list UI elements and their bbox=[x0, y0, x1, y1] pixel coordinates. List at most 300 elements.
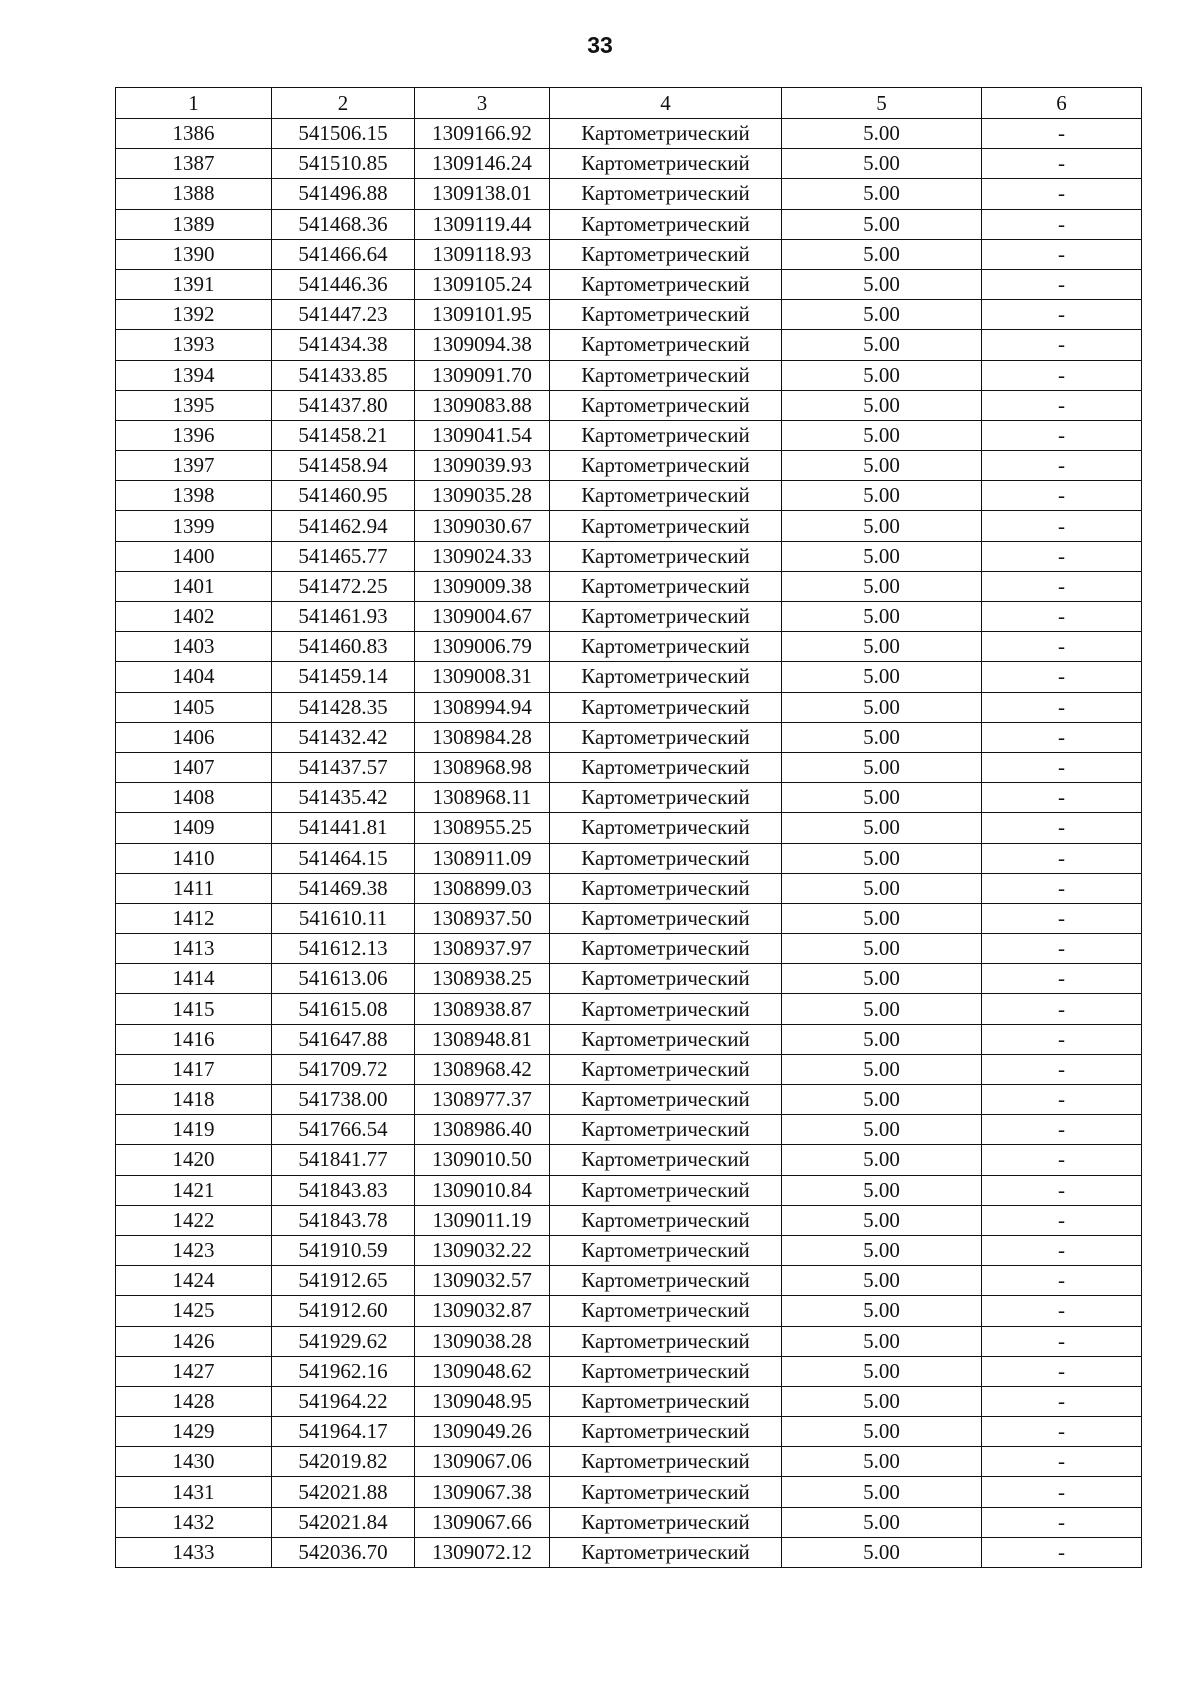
y-coordinate-cell: 1308955.25 bbox=[415, 813, 550, 843]
point-number-cell: 1396 bbox=[116, 420, 272, 450]
method-cell: Картометрический bbox=[550, 360, 782, 390]
y-coordinate-cell: 1308968.98 bbox=[415, 752, 550, 782]
x-coordinate-cell: 541843.78 bbox=[272, 1205, 415, 1235]
x-coordinate-cell: 541459.14 bbox=[272, 662, 415, 692]
accuracy-cell: 5.00 bbox=[782, 481, 982, 511]
accuracy-cell: 5.00 bbox=[782, 692, 982, 722]
accuracy-cell: 5.00 bbox=[782, 239, 982, 269]
y-coordinate-cell: 1308986.40 bbox=[415, 1115, 550, 1145]
accuracy-cell: 5.00 bbox=[782, 209, 982, 239]
note-cell: - bbox=[982, 209, 1142, 239]
note-cell: - bbox=[982, 239, 1142, 269]
x-coordinate-cell: 541615.08 bbox=[272, 994, 415, 1024]
point-number-cell: 1386 bbox=[116, 119, 272, 149]
point-number-cell: 1412 bbox=[116, 903, 272, 933]
table-row bbox=[116, 1417, 1142, 1447]
table-row bbox=[116, 239, 1142, 269]
x-coordinate-cell: 541446.36 bbox=[272, 269, 415, 299]
accuracy-cell: 5.00 bbox=[782, 1085, 982, 1115]
column-header: 6 bbox=[982, 88, 1142, 119]
accuracy-cell: 5.00 bbox=[782, 1296, 982, 1326]
column-header: 2 bbox=[272, 88, 415, 119]
accuracy-cell: 5.00 bbox=[782, 1175, 982, 1205]
x-coordinate-cell: 541435.42 bbox=[272, 783, 415, 813]
accuracy-cell: 5.00 bbox=[782, 269, 982, 299]
note-cell: - bbox=[982, 813, 1142, 843]
table-row bbox=[116, 390, 1142, 420]
accuracy-cell: 5.00 bbox=[782, 300, 982, 330]
note-cell: - bbox=[982, 934, 1142, 964]
note-cell: - bbox=[982, 602, 1142, 632]
note-cell: - bbox=[982, 330, 1142, 360]
point-number-cell: 1395 bbox=[116, 390, 272, 420]
point-number-cell: 1418 bbox=[116, 1085, 272, 1115]
table-row bbox=[116, 209, 1142, 239]
table-row bbox=[116, 1115, 1142, 1145]
note-cell: - bbox=[982, 1205, 1142, 1235]
column-header: 3 bbox=[415, 88, 550, 119]
accuracy-cell: 5.00 bbox=[782, 722, 982, 752]
y-coordinate-cell: 1309094.38 bbox=[415, 330, 550, 360]
y-coordinate-cell: 1309091.70 bbox=[415, 360, 550, 390]
point-number-cell: 1413 bbox=[116, 934, 272, 964]
method-cell: Картометрический bbox=[550, 873, 782, 903]
point-number-cell: 1397 bbox=[116, 451, 272, 481]
table-row bbox=[116, 1054, 1142, 1084]
y-coordinate-cell: 1308994.94 bbox=[415, 692, 550, 722]
method-cell: Картометрический bbox=[550, 269, 782, 299]
point-number-cell: 1429 bbox=[116, 1417, 272, 1447]
method-cell: Картометрический bbox=[550, 964, 782, 994]
note-cell: - bbox=[982, 179, 1142, 209]
y-coordinate-cell: 1309010.84 bbox=[415, 1175, 550, 1205]
x-coordinate-cell: 541510.85 bbox=[272, 149, 415, 179]
accuracy-cell: 5.00 bbox=[782, 1326, 982, 1356]
x-coordinate-cell: 541496.88 bbox=[272, 179, 415, 209]
x-coordinate-cell: 542021.88 bbox=[272, 1477, 415, 1507]
accuracy-cell: 5.00 bbox=[782, 1386, 982, 1416]
method-cell: Картометрический bbox=[550, 722, 782, 752]
point-number-cell: 1424 bbox=[116, 1266, 272, 1296]
x-coordinate-cell: 541506.15 bbox=[272, 119, 415, 149]
point-number-cell: 1401 bbox=[116, 571, 272, 601]
x-coordinate-cell: 542036.70 bbox=[272, 1537, 415, 1567]
point-number-cell: 1432 bbox=[116, 1507, 272, 1537]
y-coordinate-cell: 1309067.66 bbox=[415, 1507, 550, 1537]
note-cell: - bbox=[982, 964, 1142, 994]
method-cell: Картометрический bbox=[550, 119, 782, 149]
column-header: 4 bbox=[550, 88, 782, 119]
point-number-cell: 1408 bbox=[116, 783, 272, 813]
method-cell: Картометрический bbox=[550, 300, 782, 330]
x-coordinate-cell: 541841.77 bbox=[272, 1145, 415, 1175]
method-cell: Картометрический bbox=[550, 602, 782, 632]
y-coordinate-cell: 1309067.38 bbox=[415, 1477, 550, 1507]
table-row bbox=[116, 662, 1142, 692]
x-coordinate-cell: 541766.54 bbox=[272, 1115, 415, 1145]
method-cell: Картометрический bbox=[550, 1235, 782, 1265]
table-row bbox=[116, 873, 1142, 903]
note-cell: - bbox=[982, 541, 1142, 571]
y-coordinate-cell: 1309035.28 bbox=[415, 481, 550, 511]
table-row bbox=[116, 451, 1142, 481]
y-coordinate-cell: 1309039.93 bbox=[415, 451, 550, 481]
note-cell: - bbox=[982, 481, 1142, 511]
table-row bbox=[116, 964, 1142, 994]
x-coordinate-cell: 541433.85 bbox=[272, 360, 415, 390]
coordinates-table bbox=[115, 87, 1142, 1568]
accuracy-cell: 5.00 bbox=[782, 964, 982, 994]
x-coordinate-cell: 541709.72 bbox=[272, 1054, 415, 1084]
table-row bbox=[116, 1386, 1142, 1416]
y-coordinate-cell: 1309067.06 bbox=[415, 1447, 550, 1477]
accuracy-cell: 5.00 bbox=[782, 873, 982, 903]
point-number-cell: 1387 bbox=[116, 149, 272, 179]
accuracy-cell: 5.00 bbox=[782, 541, 982, 571]
table-row bbox=[116, 783, 1142, 813]
note-cell: - bbox=[982, 1386, 1142, 1416]
point-number-cell: 1399 bbox=[116, 511, 272, 541]
accuracy-cell: 5.00 bbox=[782, 1115, 982, 1145]
accuracy-cell: 5.00 bbox=[782, 420, 982, 450]
point-number-cell: 1430 bbox=[116, 1447, 272, 1477]
point-number-cell: 1404 bbox=[116, 662, 272, 692]
x-coordinate-cell: 541466.64 bbox=[272, 239, 415, 269]
accuracy-cell: 5.00 bbox=[782, 813, 982, 843]
note-cell: - bbox=[982, 1417, 1142, 1447]
point-number-cell: 1415 bbox=[116, 994, 272, 1024]
method-cell: Картометрический bbox=[550, 481, 782, 511]
accuracy-cell: 5.00 bbox=[782, 360, 982, 390]
method-cell: Картометрический bbox=[550, 390, 782, 420]
point-number-cell: 1390 bbox=[116, 239, 272, 269]
accuracy-cell: 5.00 bbox=[782, 843, 982, 873]
x-coordinate-cell: 541472.25 bbox=[272, 571, 415, 601]
note-cell: - bbox=[982, 420, 1142, 450]
method-cell: Картометрический bbox=[550, 1024, 782, 1054]
table-row bbox=[116, 149, 1142, 179]
accuracy-cell: 5.00 bbox=[782, 1477, 982, 1507]
point-number-cell: 1403 bbox=[116, 632, 272, 662]
method-cell: Картометрический bbox=[550, 1477, 782, 1507]
note-cell: - bbox=[982, 752, 1142, 782]
method-cell: Картометрический bbox=[550, 903, 782, 933]
method-cell: Картометрический bbox=[550, 541, 782, 571]
accuracy-cell: 5.00 bbox=[782, 390, 982, 420]
point-number-cell: 1389 bbox=[116, 209, 272, 239]
note-cell: - bbox=[982, 1145, 1142, 1175]
y-coordinate-cell: 1309011.19 bbox=[415, 1205, 550, 1235]
point-number-cell: 1423 bbox=[116, 1235, 272, 1265]
note-cell: - bbox=[982, 1175, 1142, 1205]
point-number-cell: 1402 bbox=[116, 602, 272, 632]
point-number-cell: 1416 bbox=[116, 1024, 272, 1054]
x-coordinate-cell: 541468.36 bbox=[272, 209, 415, 239]
point-number-cell: 1417 bbox=[116, 1054, 272, 1084]
method-cell: Картометрический bbox=[550, 451, 782, 481]
note-cell: - bbox=[982, 1356, 1142, 1386]
x-coordinate-cell: 541437.80 bbox=[272, 390, 415, 420]
x-coordinate-cell: 542019.82 bbox=[272, 1447, 415, 1477]
point-number-cell: 1406 bbox=[116, 722, 272, 752]
accuracy-cell: 5.00 bbox=[782, 662, 982, 692]
note-cell: - bbox=[982, 994, 1142, 1024]
point-number-cell: 1414 bbox=[116, 964, 272, 994]
method-cell: Картометрический bbox=[550, 934, 782, 964]
x-coordinate-cell: 541437.57 bbox=[272, 752, 415, 782]
note-cell: - bbox=[982, 269, 1142, 299]
table-row bbox=[116, 994, 1142, 1024]
table-row bbox=[116, 722, 1142, 752]
note-cell: - bbox=[982, 1296, 1142, 1326]
table-row bbox=[116, 541, 1142, 571]
point-number-cell: 1433 bbox=[116, 1537, 272, 1567]
method-cell: Картометрический bbox=[550, 692, 782, 722]
table-row bbox=[116, 300, 1142, 330]
table-row bbox=[116, 1085, 1142, 1115]
accuracy-cell: 5.00 bbox=[782, 330, 982, 360]
y-coordinate-cell: 1308911.09 bbox=[415, 843, 550, 873]
method-cell: Картометрический bbox=[550, 813, 782, 843]
point-number-cell: 1431 bbox=[116, 1477, 272, 1507]
method-cell: Картометрический bbox=[550, 1115, 782, 1145]
column-header: 5 bbox=[782, 88, 982, 119]
x-coordinate-cell: 541962.16 bbox=[272, 1356, 415, 1386]
table-header bbox=[116, 88, 1142, 119]
method-cell: Картометрический bbox=[550, 843, 782, 873]
accuracy-cell: 5.00 bbox=[782, 783, 982, 813]
table-row bbox=[116, 813, 1142, 843]
y-coordinate-cell: 1308948.81 bbox=[415, 1024, 550, 1054]
x-coordinate-cell: 541612.13 bbox=[272, 934, 415, 964]
x-coordinate-cell: 541738.00 bbox=[272, 1085, 415, 1115]
y-coordinate-cell: 1309032.22 bbox=[415, 1235, 550, 1265]
y-coordinate-cell: 1309048.95 bbox=[415, 1386, 550, 1416]
point-number-cell: 1421 bbox=[116, 1175, 272, 1205]
table-row bbox=[116, 360, 1142, 390]
x-coordinate-cell: 541441.81 bbox=[272, 813, 415, 843]
method-cell: Картометрический bbox=[550, 179, 782, 209]
y-coordinate-cell: 1309041.54 bbox=[415, 420, 550, 450]
point-number-cell: 1393 bbox=[116, 330, 272, 360]
accuracy-cell: 5.00 bbox=[782, 934, 982, 964]
y-coordinate-cell: 1308899.03 bbox=[415, 873, 550, 903]
table-row bbox=[116, 571, 1142, 601]
note-cell: - bbox=[982, 1115, 1142, 1145]
accuracy-cell: 5.00 bbox=[782, 1507, 982, 1537]
y-coordinate-cell: 1308938.25 bbox=[415, 964, 550, 994]
note-cell: - bbox=[982, 360, 1142, 390]
x-coordinate-cell: 541964.17 bbox=[272, 1417, 415, 1447]
table-row bbox=[116, 692, 1142, 722]
point-number-cell: 1398 bbox=[116, 481, 272, 511]
table-row bbox=[116, 1507, 1142, 1537]
x-coordinate-cell: 541465.77 bbox=[272, 541, 415, 571]
accuracy-cell: 5.00 bbox=[782, 1054, 982, 1084]
accuracy-cell: 5.00 bbox=[782, 511, 982, 541]
x-coordinate-cell: 541432.42 bbox=[272, 722, 415, 752]
note-cell: - bbox=[982, 390, 1142, 420]
y-coordinate-cell: 1309032.87 bbox=[415, 1296, 550, 1326]
table-row bbox=[116, 1326, 1142, 1356]
column-header: 1 bbox=[116, 88, 272, 119]
table-body bbox=[116, 119, 1142, 1568]
x-coordinate-cell: 541964.22 bbox=[272, 1386, 415, 1416]
note-cell: - bbox=[982, 632, 1142, 662]
note-cell: - bbox=[982, 119, 1142, 149]
point-number-cell: 1394 bbox=[116, 360, 272, 390]
table-row bbox=[116, 1447, 1142, 1477]
y-coordinate-cell: 1309048.62 bbox=[415, 1356, 550, 1386]
method-cell: Картометрический bbox=[550, 571, 782, 601]
page-number: 33 bbox=[587, 32, 613, 58]
x-coordinate-cell: 541458.21 bbox=[272, 420, 415, 450]
table-row bbox=[116, 1537, 1142, 1567]
note-cell: - bbox=[982, 903, 1142, 933]
point-number-cell: 1405 bbox=[116, 692, 272, 722]
x-coordinate-cell: 541910.59 bbox=[272, 1235, 415, 1265]
y-coordinate-cell: 1309118.93 bbox=[415, 239, 550, 269]
note-cell: - bbox=[982, 149, 1142, 179]
point-number-cell: 1388 bbox=[116, 179, 272, 209]
accuracy-cell: 5.00 bbox=[782, 1205, 982, 1235]
method-cell: Картометрический bbox=[550, 1507, 782, 1537]
note-cell: - bbox=[982, 1085, 1142, 1115]
method-cell: Картометрический bbox=[550, 1356, 782, 1386]
table-row bbox=[116, 1296, 1142, 1326]
point-number-cell: 1391 bbox=[116, 269, 272, 299]
method-cell: Картометрический bbox=[550, 994, 782, 1024]
x-coordinate-cell: 541460.95 bbox=[272, 481, 415, 511]
y-coordinate-cell: 1309101.95 bbox=[415, 300, 550, 330]
x-coordinate-cell: 541434.38 bbox=[272, 330, 415, 360]
method-cell: Картометрический bbox=[550, 1326, 782, 1356]
x-coordinate-cell: 541469.38 bbox=[272, 873, 415, 903]
note-cell: - bbox=[982, 1326, 1142, 1356]
x-coordinate-cell: 541912.65 bbox=[272, 1266, 415, 1296]
table-row bbox=[116, 752, 1142, 782]
y-coordinate-cell: 1309004.67 bbox=[415, 602, 550, 632]
accuracy-cell: 5.00 bbox=[782, 1356, 982, 1386]
method-cell: Картометрический bbox=[550, 1085, 782, 1115]
accuracy-cell: 5.00 bbox=[782, 994, 982, 1024]
method-cell: Картометрический bbox=[550, 1417, 782, 1447]
table-row bbox=[116, 1175, 1142, 1205]
table-row bbox=[116, 1024, 1142, 1054]
y-coordinate-cell: 1309083.88 bbox=[415, 390, 550, 420]
note-cell: - bbox=[982, 571, 1142, 601]
table-row bbox=[116, 1145, 1142, 1175]
method-cell: Картометрический bbox=[550, 420, 782, 450]
accuracy-cell: 5.00 bbox=[782, 1447, 982, 1477]
accuracy-cell: 5.00 bbox=[782, 1024, 982, 1054]
point-number-cell: 1425 bbox=[116, 1296, 272, 1326]
accuracy-cell: 5.00 bbox=[782, 149, 982, 179]
method-cell: Картометрический bbox=[550, 1266, 782, 1296]
method-cell: Картометрический bbox=[550, 1537, 782, 1567]
note-cell: - bbox=[982, 843, 1142, 873]
note-cell: - bbox=[982, 1507, 1142, 1537]
method-cell: Картометрический bbox=[550, 1175, 782, 1205]
y-coordinate-cell: 1308977.37 bbox=[415, 1085, 550, 1115]
y-coordinate-cell: 1309032.57 bbox=[415, 1266, 550, 1296]
x-coordinate-cell: 541464.15 bbox=[272, 843, 415, 873]
method-cell: Картометрический bbox=[550, 1447, 782, 1477]
x-coordinate-cell: 541462.94 bbox=[272, 511, 415, 541]
y-coordinate-cell: 1308968.42 bbox=[415, 1054, 550, 1084]
method-cell: Картометрический bbox=[550, 783, 782, 813]
accuracy-cell: 5.00 bbox=[782, 1537, 982, 1567]
x-coordinate-cell: 541843.83 bbox=[272, 1175, 415, 1205]
point-number-cell: 1428 bbox=[116, 1386, 272, 1416]
x-coordinate-cell: 541461.93 bbox=[272, 602, 415, 632]
y-coordinate-cell: 1308968.11 bbox=[415, 783, 550, 813]
point-number-cell: 1409 bbox=[116, 813, 272, 843]
method-cell: Картометрический bbox=[550, 1054, 782, 1084]
method-cell: Картометрический bbox=[550, 662, 782, 692]
y-coordinate-cell: 1309009.38 bbox=[415, 571, 550, 601]
note-cell: - bbox=[982, 1235, 1142, 1265]
y-coordinate-cell: 1308937.97 bbox=[415, 934, 550, 964]
accuracy-cell: 5.00 bbox=[782, 179, 982, 209]
y-coordinate-cell: 1309119.44 bbox=[415, 209, 550, 239]
y-coordinate-cell: 1309105.24 bbox=[415, 269, 550, 299]
table-row bbox=[116, 481, 1142, 511]
point-number-cell: 1400 bbox=[116, 541, 272, 571]
method-cell: Картометрический bbox=[550, 149, 782, 179]
x-coordinate-cell: 541912.60 bbox=[272, 1296, 415, 1326]
table-row bbox=[116, 179, 1142, 209]
table-row bbox=[116, 1477, 1142, 1507]
y-coordinate-cell: 1309138.01 bbox=[415, 179, 550, 209]
note-cell: - bbox=[982, 511, 1142, 541]
y-coordinate-cell: 1309006.79 bbox=[415, 632, 550, 662]
method-cell: Картометрический bbox=[550, 1386, 782, 1416]
point-number-cell: 1422 bbox=[116, 1205, 272, 1235]
point-number-cell: 1426 bbox=[116, 1326, 272, 1356]
table-row bbox=[116, 420, 1142, 450]
accuracy-cell: 5.00 bbox=[782, 119, 982, 149]
note-cell: - bbox=[982, 451, 1142, 481]
note-cell: - bbox=[982, 1447, 1142, 1477]
y-coordinate-cell: 1309024.33 bbox=[415, 541, 550, 571]
y-coordinate-cell: 1309010.50 bbox=[415, 1145, 550, 1175]
accuracy-cell: 5.00 bbox=[782, 451, 982, 481]
accuracy-cell: 5.00 bbox=[782, 1266, 982, 1296]
x-coordinate-cell: 541428.35 bbox=[272, 692, 415, 722]
point-number-cell: 1411 bbox=[116, 873, 272, 903]
y-coordinate-cell: 1309072.12 bbox=[415, 1537, 550, 1567]
accuracy-cell: 5.00 bbox=[782, 1235, 982, 1265]
accuracy-cell: 5.00 bbox=[782, 903, 982, 933]
method-cell: Картометрический bbox=[550, 752, 782, 782]
y-coordinate-cell: 1309146.24 bbox=[415, 149, 550, 179]
y-coordinate-cell: 1309008.31 bbox=[415, 662, 550, 692]
point-number-cell: 1420 bbox=[116, 1145, 272, 1175]
note-cell: - bbox=[982, 1537, 1142, 1567]
table-row bbox=[116, 330, 1142, 360]
accuracy-cell: 5.00 bbox=[782, 1417, 982, 1447]
method-cell: Картометрический bbox=[550, 1205, 782, 1235]
x-coordinate-cell: 541458.94 bbox=[272, 451, 415, 481]
table-row bbox=[116, 119, 1142, 149]
note-cell: - bbox=[982, 1477, 1142, 1507]
note-cell: - bbox=[982, 662, 1142, 692]
accuracy-cell: 5.00 bbox=[782, 1145, 982, 1175]
note-cell: - bbox=[982, 1054, 1142, 1084]
table-row bbox=[116, 602, 1142, 632]
y-coordinate-cell: 1309166.92 bbox=[415, 119, 550, 149]
